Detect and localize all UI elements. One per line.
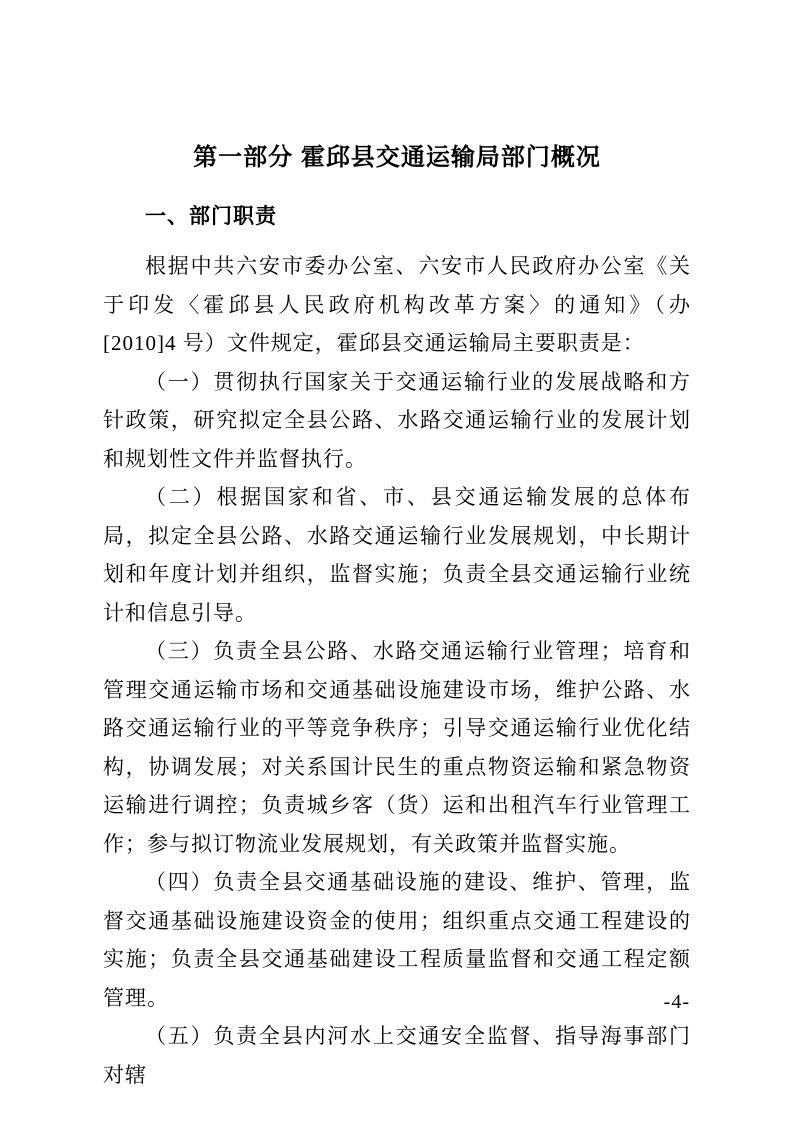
paragraph-duty-1: （一）贯彻执行国家关于交通运输行业的发展战略和方针政策，研究拟定全县公路、水路交通运输行业的发展计划和规划性文件并监督执行。 (103, 369, 691, 471)
section-heading-duties: 一、部门职责 (145, 205, 277, 228)
page-number: -4- (663, 991, 690, 1013)
document-body (103, 247, 691, 1094)
paragraph-duty-3: （三）负责全县公路、水路交通运输行业管理；培育和管理交通运输市场和交通基础设施建设市场，维护公路、水路交通运输行业的平等竞争秩序；引导交通运输行业优化结构，协调发展；对关系国计民生的重点物资运输和紧急物资运输进行调控；负责城乡客（货）运和出租汽车行业管理工作；参与拟订物流业发展规划，有关政策并监督实施。 (103, 639, 691, 856)
paragraph-duty-2: （二）根据国家和省、市、县交通运输发展的总体布局，拟定全县公路、水路交通运输行业发展规划，中长期计划和年度计划并组织，监督实施；负责全县交通运输行业统计和信息引导。 (103, 485, 691, 625)
paragraph-duty-4: （四）负责全县交通基础设施的建设、维护、管理，监督交通基础设施建设资金的使用；组织重点交通工程建设的实施；负责全县交通基础建设工程质量监督和交通工程定额管理。 (103, 870, 691, 1010)
document-title: 第一部分 霍邱县交通运输局部门概况 (193, 144, 601, 171)
document-content (103, 141, 691, 1094)
paragraph-intro: 根据中共六安市委办公室、六安市人民政府办公室《关于印发〈霍邱县人民政府机构改革方案〉的通知》（办[2010]4 号）文件规定，霍邱县交通运输局主要职责是： (103, 254, 691, 355)
paragraph-duty-5: （五）负责全县内河水上交通安全监督、指导海事部门对辖 (103, 1024, 691, 1087)
